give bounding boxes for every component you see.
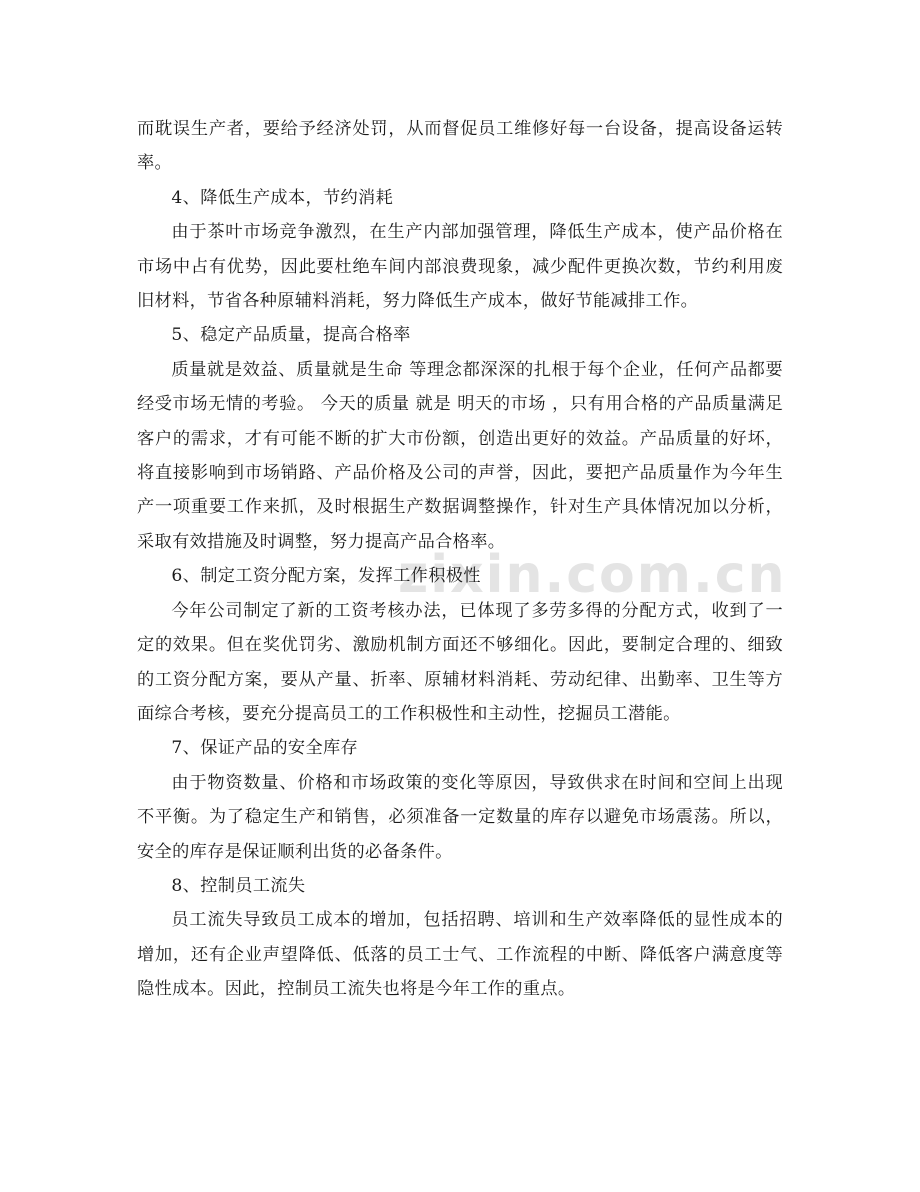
section-heading-7: 7、保证产品的安全库存 [171, 738, 359, 759]
section-heading-4: 4、降低生产成本，节约消耗 [171, 187, 394, 208]
paragraph-cost-reduction: 由于茶叶市场竞争激烈，在生产内部加强管理，降低生产成本，使产品价格在市场中占有优势，因此要杜绝车间内部浪费现象，减少配件更换次数，节约利用废旧材料，节省各种原辅料消耗，努力降低生产成本，做好节能减排工作。 [137, 222, 783, 312]
section-heading-8: 8、控制员工流失 [171, 875, 306, 896]
section-heading-6: 6、制定工资分配方案，发挥工作积极性 [171, 566, 481, 587]
paragraph-quality: 质量就是效益、质量就是生命 等理念都深深的扎根于每个企业，任何产品都要经受市场无情的考验。 今天的质量 就是 明天的市场 ，只有用合格的产品质量满足客户的需求，才有可能不断的扩大市份额，创造出更好的效益。产品质量的好坏，将直接影响到市场销路、产品价格及公司的声誉，因此，要把产品质量作为今年生产一项重要工作来抓，及时根据生产数据调整操作，针对生产具体情况加以分析，采取有效措施及时调整，努力提高产品合格率。 [137, 359, 783, 552]
paragraph-inventory: 由于物资数量、价格和市场政策的变化等原因，导致供求在时间和空间上出现不平衡。为了稳定生产和销售，必须准备一定数量的库存以避免市场震荡。所以，安全的库存是保证顺利出货的必备条件。 [137, 772, 783, 862]
paragraph-continuation: 而耽误生产者，要给予经济处罚，从而督促员工维修好每一台设备，提高设备运转率。 [137, 119, 783, 174]
section-heading-5: 5、稳定产品质量，提高合格率 [171, 325, 411, 346]
document-page [137, 112, 783, 1007]
watermark: zixin.com.cn [398, 545, 787, 605]
paragraph-staff-turnover: 员工流失导致员工成本的增加，包括招聘、培训和生产效率降低的显性成本的增加，还有企业声望降低、低落的员工士气、工作流程的中断、降低客户满意度等隐性成本。因此，控制员工流失也将是今年工作的重点。 [137, 910, 783, 1000]
paragraph-wage-plan: 今年公司制定了新的工资考核办法，已体现了多劳多得的分配方式，收到了一定的效果。但在奖优罚劣、激励机制方面还不够细化。因此，要制定合理的、细致的工资分配方案，要从产量、折率、原辅材料消耗、劳动纪律、出勤率、卫生等方面综合考核，要充分提高员工的工作积极性和主动性，挖掘员工潜能。 [137, 600, 783, 724]
